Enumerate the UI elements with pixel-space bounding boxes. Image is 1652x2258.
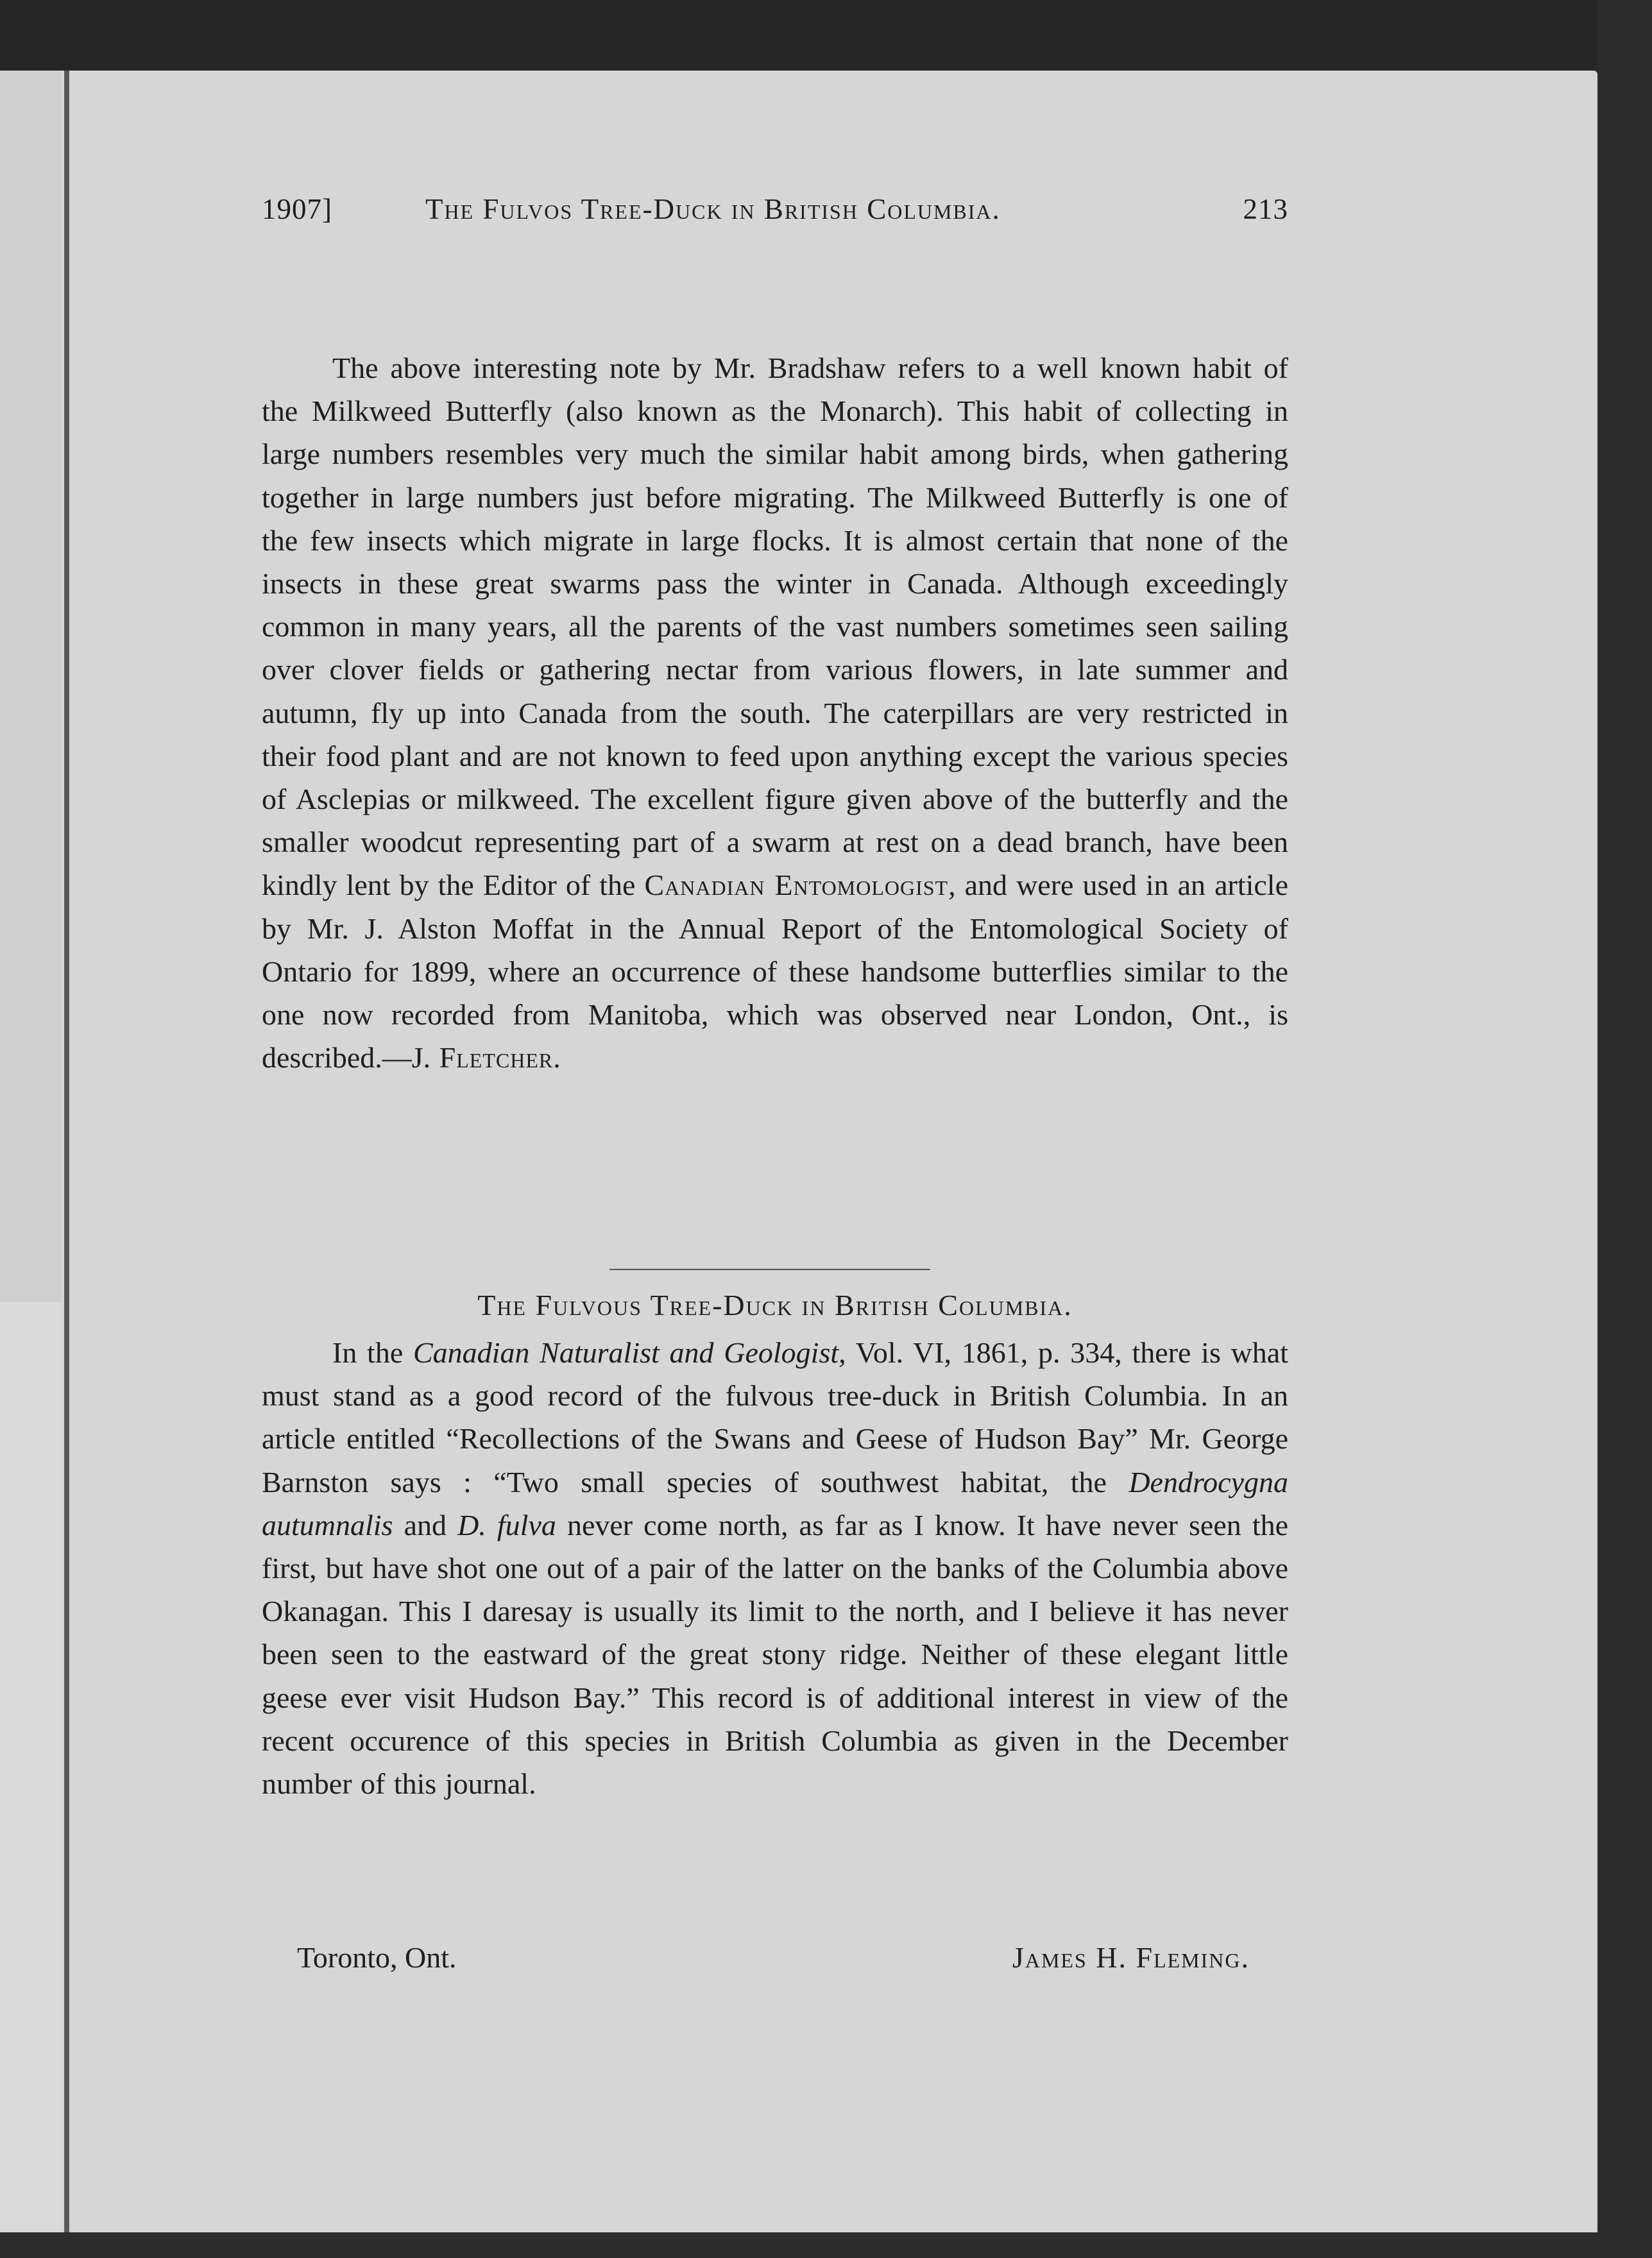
article-species-2: D. fulva — [457, 1508, 556, 1541]
book-spine-shadow — [64, 71, 69, 2232]
butterfly-note — [262, 346, 1288, 1079]
article-text-2: and — [404, 1508, 447, 1541]
header-year: 1907] — [262, 193, 332, 225]
note-journal-name: Canadian Entomologist — [644, 869, 949, 902]
tree-duck-article — [262, 1331, 1288, 1805]
article-signature-line — [262, 1940, 1288, 1985]
article-text-3: never come north, as far as I know. It have never seen the first, but have shot one out of a pair of the latter on the banks of the Columbia above Okanagan. This I daresay is usually its limit to the north, and I believe it has never been seen to the eastward of the great stony ridge. Neither of these elegant little geese ever visit Hudson Bay.” This record is of additional interest in view of the recent occurence of this species in British Columbia as given in the December number of this journal. — [262, 1508, 1289, 1801]
section-divider — [609, 1269, 930, 1270]
note-text-after-journal: , and were used in an article by Mr. J. Alston Moffat in the Annual Report of the Entomological Society of Ontario for 1899, where an occurrence of these handsome butterflies similar to the one now recorded from Manitoba, which was observed near London, Ont., is described.—J. — [262, 869, 1288, 1074]
article-place: Toronto, Ont. — [297, 1941, 457, 1974]
article-title: The Fulvous Tree-Duck in British Columbia. — [477, 1289, 1073, 1321]
article-paragraph — [262, 1331, 1288, 1805]
article-source-title: Canadian Naturalist and Geologist — [413, 1336, 839, 1369]
note-signature: Fletcher. — [439, 1041, 561, 1074]
scan-background-right — [1597, 0, 1652, 2258]
article-species-1: Dendrocygna autumnalis — [262, 1465, 1288, 1541]
scan-background-top — [0, 0, 1652, 74]
article-author: James H. Fleming. — [1012, 1941, 1250, 1974]
note-text-before-journal: The above interesting note by Mr. Bradshaw refers to a well known habit of the Milkweed Butterfly (also known as the Monarch). This habit of collecting in large numbers resembles very much the similar habit among birds, when gathering together in large numbers just before migrating. The Milkweed Butterfly is one of the few insects which migrate in large flocks. It is almost certain that none of the insects in these great swarms pass the winter in Canada. Although exceedingly common in many years, all the parents of the vast numbers sometimes seen sailing over clover fields or gathering nectar from various flowers, in late summer and autumn, fly up into Canada from the south. The caterpillars are very restricted in their food plant and are not known to feed upon anything except the various species of Asclepias or milkweed. The excellent figure given above of the butterfly and the smaller woodcut representing part of a swarm at rest on a dead branch, have been kindly lent by the Editor of the — [262, 352, 1288, 902]
scan-background-bottom — [0, 2232, 1652, 2258]
previous-page-edge-lower — [0, 1302, 62, 2232]
article-text-1: , Vol. VI, 1861, p. 334, there is what must stand as a good record of the fulvous tree-duck in British Columbia. In an article entitled “Recollections of the Swans and Geese of Hudson Bay” Mr. George Barnston says : “Two small species of southwest habitat, the — [262, 1336, 1288, 1498]
running-header — [262, 192, 1288, 244]
note-paragraph — [262, 346, 1288, 1079]
header-running-title: The Fulvos Tree-Duck in British Columbia. — [425, 193, 1001, 225]
header-page-number: 213 — [1243, 193, 1288, 225]
previous-page-edge — [0, 71, 62, 1302]
article-intro: In the — [332, 1336, 404, 1369]
